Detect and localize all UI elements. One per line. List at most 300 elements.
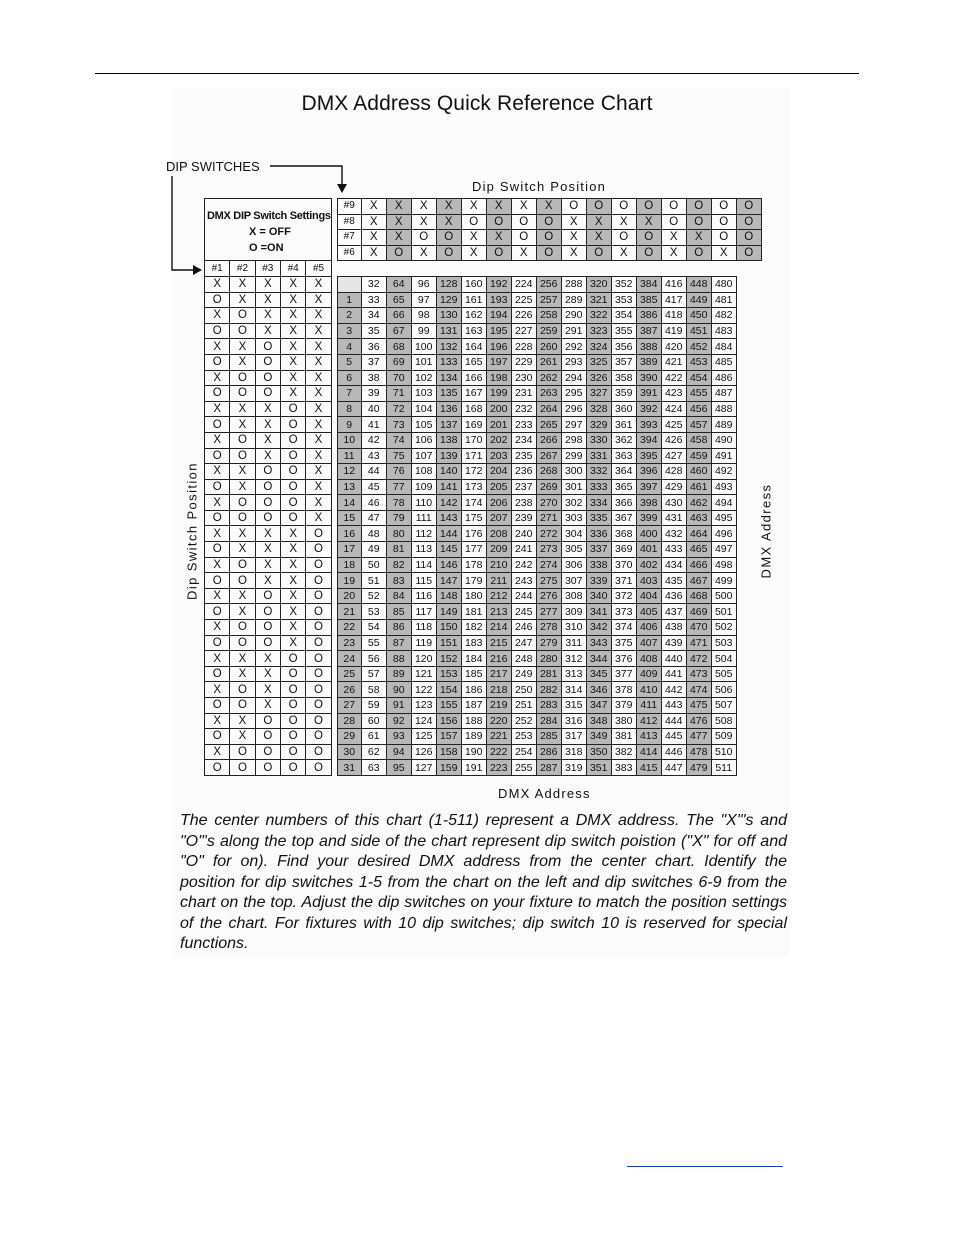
top-switch-state: O: [536, 230, 561, 246]
dmx-address-cell: 195: [486, 323, 511, 339]
left-switch-state: X: [306, 370, 331, 386]
left-switch-state: O: [255, 386, 280, 402]
dmx-address-cell: 439: [661, 635, 686, 651]
dmx-address-cell: 445: [661, 729, 686, 745]
dmx-address-cell: 95: [386, 760, 411, 776]
table-row: [205, 666, 762, 682]
left-switch-state: O: [255, 713, 280, 729]
top-switch-state: O: [711, 214, 736, 230]
dmx-address-cell: 509: [711, 729, 736, 745]
left-switch-state: O: [205, 386, 230, 402]
left-switch-state: O: [255, 620, 280, 636]
dmx-address-cell: 228: [511, 339, 536, 355]
dmx-address-cell: 194: [486, 308, 511, 324]
dmx-address-cell: 359: [611, 386, 636, 402]
dmx-address-cell: 134: [436, 370, 461, 386]
dmx-address-cell: 400: [636, 526, 661, 542]
top-switch-state: X: [661, 245, 686, 261]
left-switch-state: O: [205, 354, 230, 370]
left-switch-state: O: [230, 448, 255, 464]
left-switch-state: X: [255, 417, 280, 433]
dmx-address-cell: 498: [711, 557, 736, 573]
top-switch-label: #8: [337, 214, 361, 230]
left-switch-state: X: [255, 651, 280, 667]
dmx-address-cell: 298: [561, 432, 586, 448]
dmx-address-cell: 389: [636, 354, 661, 370]
left-switch-state: O: [280, 666, 305, 682]
top-switch-state: X: [361, 199, 386, 215]
dmx-address-cell: 78: [386, 495, 411, 511]
left-switch-state: O: [230, 620, 255, 636]
dmx-address-cell: 465: [686, 542, 711, 558]
dmx-address-cell: 362: [611, 432, 636, 448]
dmx-address-cell: 472: [686, 651, 711, 667]
dmx-address-cell: 385: [636, 292, 661, 308]
left-switch-state: X: [230, 339, 255, 355]
dmx-address-cell: 2: [337, 308, 361, 324]
left-switch-state: O: [280, 479, 305, 495]
dmx-address-cell: 70: [386, 370, 411, 386]
dmx-address-cell: 500: [711, 588, 736, 604]
dmx-address-cell: 313: [561, 666, 586, 682]
dmx-address-cell: 285: [536, 729, 561, 745]
top-switch-state: O: [661, 214, 686, 230]
left-switch-state: X: [280, 292, 305, 308]
dmx-address-cell: 507: [711, 698, 736, 714]
dmx-address-cell: 145: [436, 542, 461, 558]
dmx-address-cell: 117: [411, 604, 436, 620]
left-switch-state: O: [255, 495, 280, 511]
dmx-address-cell: 438: [661, 620, 686, 636]
dmx-address-cell: 26: [337, 682, 361, 698]
dmx-address-cell: 99: [411, 323, 436, 339]
dmx-address-cell: 279: [536, 635, 561, 651]
dmx-address-cell: 249: [511, 666, 536, 682]
dmx-address-cell: 477: [686, 729, 711, 745]
table-row: [205, 417, 762, 433]
dmx-address-cell: 179: [461, 573, 486, 589]
dmx-address-cell: 76: [386, 464, 411, 480]
dmx-address-cell: 127: [411, 760, 436, 776]
dmx-address-cell: 119: [411, 635, 436, 651]
dmx-address-cell: 352: [611, 276, 636, 292]
left-switch-state: X: [280, 573, 305, 589]
top-switch-state: O: [586, 245, 611, 261]
top-switch-state: O: [711, 199, 736, 215]
left-switch-state: X: [306, 464, 331, 480]
dmx-address-cell: 365: [611, 479, 636, 495]
dmx-address-cell: 236: [511, 464, 536, 480]
dmx-address-cell: 89: [386, 666, 411, 682]
top-switch-state: X: [461, 245, 486, 261]
top-switch-state: X: [411, 245, 436, 261]
dmx-address-cell: 122: [411, 682, 436, 698]
dmx-address-cell: 291: [561, 323, 586, 339]
dmx-address-cell: 237: [511, 479, 536, 495]
dmx-address-cell: 191: [461, 760, 486, 776]
left-switch-state: O: [306, 682, 331, 698]
dmx-address-cell: 181: [461, 604, 486, 620]
left-switch-state: O: [230, 557, 255, 573]
top-switch-state: O: [736, 214, 761, 230]
left-switch-state: X: [255, 276, 280, 292]
dmx-address-cell: 262: [536, 370, 561, 386]
dmx-address-cell: 49: [361, 542, 386, 558]
left-switch-state: O: [306, 542, 331, 558]
left-switch-state: O: [255, 588, 280, 604]
top-switch-label: #7: [337, 230, 361, 246]
top-switch-state: X: [386, 214, 411, 230]
table-row: [205, 479, 762, 495]
dmx-address-cell: 258: [536, 308, 561, 324]
left-switch-state: O: [306, 713, 331, 729]
left-switch-state: O: [306, 666, 331, 682]
dmx-address-cell: 424: [661, 401, 686, 417]
dmx-address-cell: 80: [386, 526, 411, 542]
dmx-address-cell: 404: [636, 588, 661, 604]
dmx-address-cell: 355: [611, 323, 636, 339]
dmx-address-cell: 381: [611, 729, 636, 745]
dmx-address-cell: 168: [461, 401, 486, 417]
dmx-address-cell: 276: [536, 588, 561, 604]
dmx-address-cell: 431: [661, 510, 686, 526]
dmx-address-cell: 447: [661, 760, 686, 776]
left-switch-label: #1: [205, 261, 230, 277]
left-switch-state: O: [280, 401, 305, 417]
left-switch-state: O: [230, 698, 255, 714]
dmx-address-cell: 103: [411, 386, 436, 402]
left-switch-state: X: [255, 432, 280, 448]
dmx-address-cell: 107: [411, 448, 436, 464]
dmx-address-cell: 88: [386, 651, 411, 667]
left-switch-state: X: [255, 573, 280, 589]
dmx-address-cell: 209: [486, 542, 511, 558]
dmx-address-cell: 491: [711, 448, 736, 464]
dmx-address-cell: 341: [586, 604, 611, 620]
dmx-address-cell: 130: [436, 308, 461, 324]
left-switch-state: X: [280, 276, 305, 292]
dmx-address-cell: 302: [561, 495, 586, 511]
footer-link-underline[interactable]: [627, 1166, 783, 1167]
top-switch-state: O: [411, 230, 436, 246]
top-switch-state: O: [611, 199, 636, 215]
dmx-address-cell: 300: [561, 464, 586, 480]
dmx-address-cell: 308: [561, 588, 586, 604]
dmx-address-cell: 420: [661, 339, 686, 355]
left-switch-state: O: [255, 464, 280, 480]
left-switch-state: X: [205, 308, 230, 324]
dmx-address-cell: 448: [686, 276, 711, 292]
top-switch-state: O: [386, 245, 411, 261]
left-switch-state: O: [306, 744, 331, 760]
left-switch-state: O: [306, 526, 331, 542]
dmx-address-cell: 18: [337, 557, 361, 573]
left-switch-state: O: [255, 339, 280, 355]
dmx-address-cell: 265: [536, 417, 561, 433]
table-row: [205, 682, 762, 698]
dmx-address-cell: 116: [411, 588, 436, 604]
dmx-address-cell: 384: [636, 276, 661, 292]
top-switch-state: X: [411, 199, 436, 215]
left-switch-state: O: [205, 604, 230, 620]
dmx-address-cell: 29: [337, 729, 361, 745]
dmx-address-cell: 376: [611, 651, 636, 667]
dmx-address-cell: 496: [711, 526, 736, 542]
dmx-address-cell: 81: [386, 542, 411, 558]
left-switch-state: X: [255, 542, 280, 558]
dmx-address-cell: 35: [361, 323, 386, 339]
dmx-address-cell: 464: [686, 526, 711, 542]
top-switch-state: O: [611, 230, 636, 246]
left-switch-state: X: [205, 744, 230, 760]
left-switch-label: #5: [306, 261, 331, 277]
dmx-address-cell: 449: [686, 292, 711, 308]
dmx-address-cell: 495: [711, 510, 736, 526]
dmx-address-cell: 193: [486, 292, 511, 308]
dmx-address-cell: 157: [436, 729, 461, 745]
left-switch-state: O: [230, 573, 255, 589]
left-switch-state: O: [280, 510, 305, 526]
table-row: [205, 760, 762, 776]
dmx-address-cell: 243: [511, 573, 536, 589]
table-row: [205, 620, 762, 636]
dmx-address-cell: 245: [511, 604, 536, 620]
dmx-address-cell: 419: [661, 323, 686, 339]
left-switch-state: X: [280, 620, 305, 636]
dmx-address-cell: 192: [486, 276, 511, 292]
dmx-address-cell: 196: [486, 339, 511, 355]
table-row: [205, 542, 762, 558]
dmx-address-cell: 242: [511, 557, 536, 573]
dmx-address-cell: 337: [586, 542, 611, 558]
left-switch-state: O: [230, 682, 255, 698]
dmx-address-cell: 466: [686, 557, 711, 573]
dip-switches-label: DIP SWITCHES: [166, 159, 260, 174]
dmx-address-cell: 353: [611, 292, 636, 308]
legend-on: O =ON: [249, 242, 284, 254]
dmx-address-cell: 155: [436, 698, 461, 714]
dmx-address-cell: 90: [386, 682, 411, 698]
dmx-address-cell: 401: [636, 542, 661, 558]
dmx-address-cell: 270: [536, 495, 561, 511]
dmx-address-cell: 126: [411, 744, 436, 760]
dmx-address-cell: 63: [361, 760, 386, 776]
dmx-address-cell: 183: [461, 635, 486, 651]
dmx-address-cell: 334: [586, 495, 611, 511]
left-switch-state: O: [205, 635, 230, 651]
dmx-address-cell: 162: [461, 308, 486, 324]
dmx-address-cell: 351: [586, 760, 611, 776]
dmx-address-cell: 188: [461, 713, 486, 729]
left-switch-state: X: [306, 323, 331, 339]
dmx-address-cell: 36: [361, 339, 386, 355]
left-switch-state: O: [280, 713, 305, 729]
dmx-address-cell: [337, 276, 361, 292]
table-row: [205, 386, 762, 402]
dmx-address-cell: 413: [636, 729, 661, 745]
table-row: [205, 557, 762, 573]
dmx-address-cell: 321: [586, 292, 611, 308]
dmx-address-cell: 158: [436, 744, 461, 760]
dmx-address-cell: 370: [611, 557, 636, 573]
dmx-address-cell: 403: [636, 573, 661, 589]
dmx-address-cell: 7: [337, 386, 361, 402]
left-switch-state: O: [255, 479, 280, 495]
dmx-address-cell: 148: [436, 588, 461, 604]
dmx-address-cell: 318: [561, 744, 586, 760]
dmx-address-cell: 64: [386, 276, 411, 292]
dmx-address-cell: 67: [386, 323, 411, 339]
left-switch-label: #3: [255, 261, 280, 277]
dmx-address-cell: 294: [561, 370, 586, 386]
left-switch-state: O: [230, 760, 255, 776]
dmx-address-cell: 33: [361, 292, 386, 308]
dmx-address-cell: 488: [711, 401, 736, 417]
dmx-address-cell: 390: [636, 370, 661, 386]
left-switch-state: X: [255, 557, 280, 573]
left-switch-state: O: [255, 635, 280, 651]
table-row: [205, 448, 762, 464]
dmx-address-cell: 105: [411, 417, 436, 433]
dmx-address-cell: 436: [661, 588, 686, 604]
dmx-address-cell: 222: [486, 744, 511, 760]
dmx-address-cell: 84: [386, 588, 411, 604]
dmx-address-cell: 505: [711, 666, 736, 682]
dmx-address-cell: 288: [561, 276, 586, 292]
dmx-address-cell: 314: [561, 682, 586, 698]
dmx-address-cell: 256: [536, 276, 561, 292]
dmx-address-cell: 282: [536, 682, 561, 698]
dmx-address-cell: 357: [611, 354, 636, 370]
dmx-address-cell: 61: [361, 729, 386, 745]
dmx-address-cell: 304: [561, 526, 586, 542]
table-row: [205, 354, 762, 370]
dmx-address-cell: 467: [686, 573, 711, 589]
dmx-address-cell: 325: [586, 354, 611, 370]
top-switch-state: X: [511, 199, 536, 215]
left-switch-state: X: [255, 666, 280, 682]
left-switch-state: O: [230, 432, 255, 448]
left-switch-state: X: [230, 651, 255, 667]
top-switch-state: O: [686, 199, 711, 215]
left-switch-state: O: [306, 651, 331, 667]
dmx-address-cell: 106: [411, 432, 436, 448]
left-switch-state: X: [255, 308, 280, 324]
dmx-address-cell: 94: [386, 744, 411, 760]
dmx-address-cell: 114: [411, 557, 436, 573]
dmx-address-cell: 199: [486, 386, 511, 402]
left-switch-state: X: [205, 339, 230, 355]
dmx-address-cell: 361: [611, 417, 636, 433]
dmx-address-cell: 429: [661, 479, 686, 495]
table-row: [205, 510, 762, 526]
dmx-address-cell: 386: [636, 308, 661, 324]
dmx-address-cell: 146: [436, 557, 461, 573]
dmx-address-cell: 327: [586, 386, 611, 402]
left-switch-state: O: [306, 620, 331, 636]
dmx-address-cell: 347: [586, 698, 611, 714]
dmx-address-cell: 494: [711, 495, 736, 511]
left-switch-state: O: [230, 323, 255, 339]
dmx-address-cell: 50: [361, 557, 386, 573]
left-switch-state: O: [255, 729, 280, 745]
dmx-address-cell: 224: [511, 276, 536, 292]
dmx-address-cell: 253: [511, 729, 536, 745]
top-switch-state: O: [661, 199, 686, 215]
left-switch-state: O: [306, 588, 331, 604]
top-switch-state: X: [486, 230, 511, 246]
dmx-address-cell: 6: [337, 370, 361, 386]
dmx-address-cell: 226: [511, 308, 536, 324]
dmx-address-cell: 108: [411, 464, 436, 480]
dmx-address-cell: 150: [436, 620, 461, 636]
dmx-address-cell: 52: [361, 588, 386, 604]
top-switch-state: X: [461, 199, 486, 215]
left-switch-state: O: [280, 682, 305, 698]
left-switch-state: O: [230, 308, 255, 324]
left-switch-state: X: [230, 666, 255, 682]
dmx-address-cell: 479: [686, 760, 711, 776]
dmx-address-cell: 441: [661, 666, 686, 682]
dmx-address-cell: 207: [486, 510, 511, 526]
dmx-address-cell: 104: [411, 401, 436, 417]
top-switch-state: O: [736, 245, 761, 261]
dmx-address-cell: 319: [561, 760, 586, 776]
left-switch-state: O: [280, 495, 305, 511]
left-switch-state: O: [306, 604, 331, 620]
dmx-address-cell: 460: [686, 464, 711, 480]
top-switch-state: X: [561, 230, 586, 246]
top-switch-state: O: [511, 230, 536, 246]
dmx-address-cell: 214: [486, 620, 511, 636]
top-switch-state: X: [636, 214, 661, 230]
table-row: [205, 464, 762, 480]
dmx-address-cell: 230: [511, 370, 536, 386]
dmx-address-cell: 406: [636, 620, 661, 636]
left-switch-state: X: [205, 370, 230, 386]
dmx-address-cell: 326: [586, 370, 611, 386]
dmx-address-cell: 143: [436, 510, 461, 526]
left-switch-state: O: [280, 729, 305, 745]
top-switch-state: X: [361, 245, 386, 261]
dmx-address-cell: 416: [661, 276, 686, 292]
dmx-address-cell: 461: [686, 479, 711, 495]
dmx-address-cell: 45: [361, 479, 386, 495]
left-switch-state: O: [280, 432, 305, 448]
left-switch-state: X: [306, 401, 331, 417]
dmx-address-cell: 350: [586, 744, 611, 760]
dmx-address-cell: 72: [386, 401, 411, 417]
dmx-address-cell: 368: [611, 526, 636, 542]
dmx-address-cell: 4: [337, 339, 361, 355]
dmx-address-cell: 251: [511, 698, 536, 714]
dmx-address-cell: 371: [611, 573, 636, 589]
top-switch-state: X: [386, 230, 411, 246]
dmx-address-cell: 44: [361, 464, 386, 480]
dmx-address-cell: 266: [536, 432, 561, 448]
dmx-address-cell: 296: [561, 401, 586, 417]
dmx-address-cell: 280: [536, 651, 561, 667]
dmx-address-cell: 499: [711, 573, 736, 589]
dmx-address-cell: 58: [361, 682, 386, 698]
dmx-address-cell: 273: [536, 542, 561, 558]
dmx-address-cell: 215: [486, 635, 511, 651]
left-switch-state: O: [255, 760, 280, 776]
dmx-address-cell: 32: [361, 276, 386, 292]
top-switch-state: X: [461, 230, 486, 246]
dmx-address-cell: 180: [461, 588, 486, 604]
left-switch-state: X: [280, 542, 305, 558]
